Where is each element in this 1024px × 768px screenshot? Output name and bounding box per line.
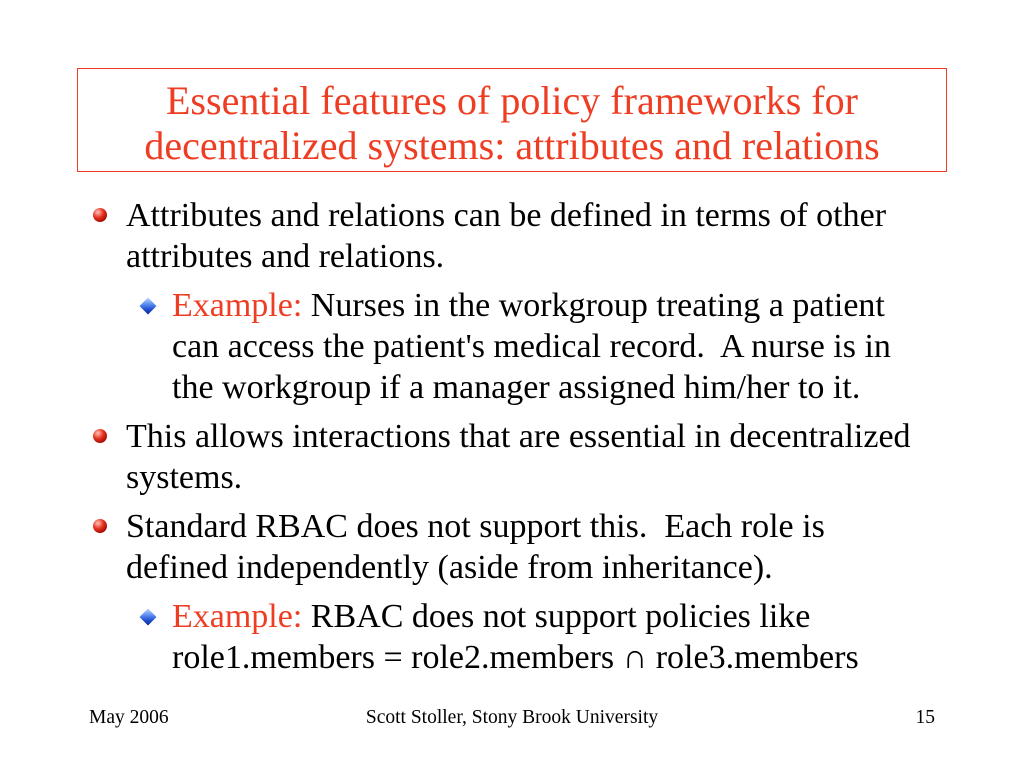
- title-box: [77, 68, 947, 172]
- bullet-text: RBAC does not support policies like: [310, 598, 811, 635]
- bullet-text: Nurses in the workgroup treating a patient: [310, 287, 885, 324]
- bullet-line: [172, 285, 1024, 326]
- red-sphere-bullet-icon: [93, 208, 107, 222]
- bullet-text: attributes and relations.: [126, 238, 445, 275]
- example-label: Example:: [172, 287, 303, 324]
- bullet-line: [126, 547, 1024, 588]
- bullet-list: [0, 195, 1024, 678]
- bullet-line: [126, 506, 1024, 547]
- bullet-text: can access the patient's medical record. A nurse is in: [172, 328, 891, 365]
- bullet-line: [126, 236, 1024, 277]
- blue-diamond-bullet-icon: [140, 609, 157, 626]
- bullet-item: [0, 506, 1024, 588]
- blue-diamond-bullet-icon: [140, 298, 157, 315]
- sub-bullet-item: [0, 285, 1024, 408]
- example-label: Example:: [172, 598, 303, 635]
- bullet-line: [126, 457, 1024, 498]
- red-sphere-bullet-icon: [93, 429, 107, 443]
- footer-author: Scott Stoller, Stony Brook University: [365, 707, 659, 728]
- red-sphere-bullet-icon: [93, 519, 107, 533]
- slide-title-line-2: decentralized systems: attributes and relations: [144, 123, 880, 168]
- bullet-text: systems.: [126, 459, 243, 496]
- bullet-text: the workgroup if a manager assigned him/her to it.: [172, 369, 861, 406]
- slide-title-line-1: Essential features of policy frameworks for: [166, 78, 858, 123]
- footer-date: May 2006: [89, 707, 169, 728]
- bullet-text: Standard RBAC does not support this. Each role is: [126, 508, 825, 545]
- bullet-line: [172, 596, 1024, 637]
- slide-number: 15: [915, 707, 935, 728]
- bullet-item: [0, 416, 1024, 498]
- bullet-text: This allows interactions that are essential in decentralized: [126, 418, 911, 455]
- bullet-line: [172, 326, 1024, 367]
- bullet-line: [126, 416, 1024, 457]
- bullet-item: [0, 195, 1024, 277]
- bullet-text: defined independently (aside from inheritance).: [126, 549, 773, 586]
- bullet-line: [172, 367, 1024, 408]
- bullet-text: Attributes and relations can be defined in terms of other: [126, 197, 887, 234]
- sub-bullet-item: [0, 596, 1024, 678]
- bullet-line: [172, 637, 1024, 678]
- bullet-text: role1.members = role2.members ∩ role3.members: [172, 639, 859, 676]
- bullet-line: [126, 195, 1024, 236]
